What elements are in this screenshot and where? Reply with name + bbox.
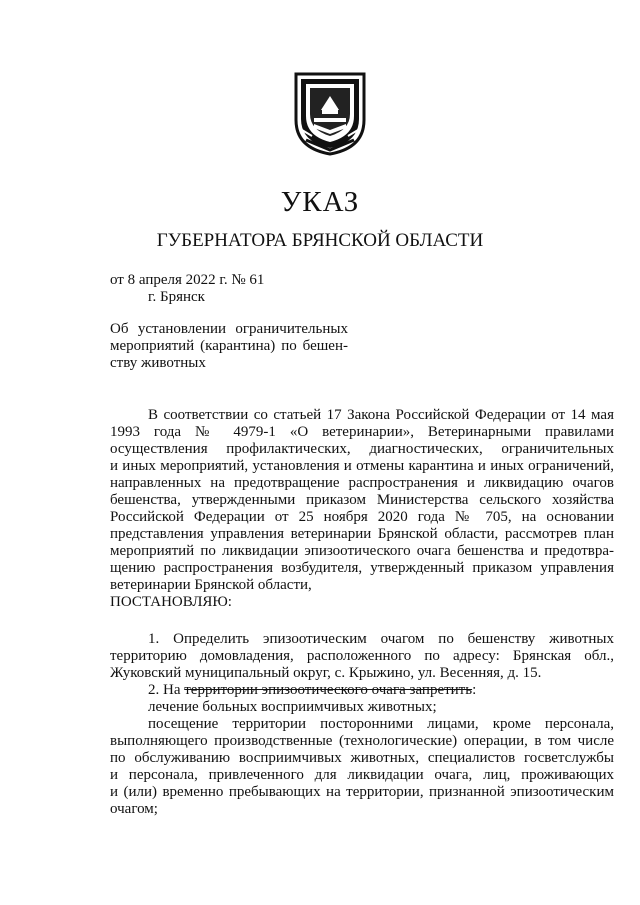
- item-1-line: 1. Определить эпизоотическим очагом по бешенству животных: [148, 631, 614, 647]
- subject-line: мероприятий (карантина) по бешен-: [110, 338, 348, 354]
- item-2-point-line: очагом;: [110, 801, 158, 817]
- item-2-point-line: и персонала, привлеченного для ликвидации очага, лиц, проживающих: [110, 767, 614, 783]
- city-line: г. Брянск: [148, 289, 205, 305]
- item-2-point-line: выполняющего производственные (технологические) операции, в том числе: [110, 733, 614, 749]
- preamble-line: Российской Федерации от 25 ноября 2020 года № 705, на основании: [110, 509, 614, 525]
- preamble-line: направленных на предотвращение распространения и ликвидацию очагов: [110, 475, 614, 491]
- subject-line: Об установлении ограничительных: [110, 321, 348, 337]
- preamble-line: В соответствии со статьей 17 Закона Российской Федерации от 14 мая: [148, 407, 614, 423]
- item-2-prefix: 2. На: [148, 682, 185, 698]
- preamble-line: и иных мероприятий, установления и отмены карантина и иных ограничений,: [110, 458, 614, 474]
- preamble-line: мероприятий по ликвидации эпизоотического очага бешенства и предотвра-: [110, 543, 614, 559]
- item-2-point-line: и (или) временно пребывающих на территории, признанной эпизоотическим: [110, 784, 614, 800]
- coat-of-arms-icon: [292, 70, 368, 156]
- document-title: УКАЗ: [280, 186, 360, 218]
- item-2-point-line: по обслуживанию восприимчивых животных, специалистов госветслужбы: [110, 750, 614, 766]
- subject-line: ству животных: [110, 355, 206, 371]
- item-2-point-line: посещение территории посторонними лицами, кроме персонала,: [148, 716, 614, 732]
- preamble-line: ветеринарии Брянской области,: [110, 577, 312, 593]
- item-1-line: территорию домовладения, расположенного по адресу: Брянская обл.,: [110, 648, 614, 664]
- date-number-line: от 8 апреля 2022 г. № 61: [110, 272, 265, 288]
- item-2-point: лечение больных восприимчивых животных;: [148, 699, 437, 715]
- preamble-line: представления управления ветеринарии Брянской области, рассмотрев план: [110, 526, 614, 542]
- item-2-struck-text: территории эпизоотического очага запретить: [184, 682, 473, 698]
- preamble-line: бешенства, утвержденными приказом Министерства сельского хозяйства: [110, 492, 614, 508]
- item-2-suffix: :: [472, 682, 477, 698]
- document-subtitle: ГУБЕРНАТОРА БРЯНСКОЙ ОБЛАСТИ: [156, 230, 484, 251]
- preamble-line: щению распространения возбудителя, утвержденный приказом управления: [110, 560, 614, 576]
- decree-word: ПОСТАНОВЛЯЮ:: [110, 594, 232, 610]
- item-1-line: Жуковский муниципальный округ, с. Крыжино, ул. Весенняя, д. 15.: [110, 665, 542, 681]
- preamble-line: 1993 года № 4979-1 «О ветеринарии», Ветеринарными правилами: [110, 424, 614, 440]
- item-2-heading: [148, 682, 476, 699]
- preamble-line: осуществления профилактических, диагностических, ограничительных: [110, 441, 614, 457]
